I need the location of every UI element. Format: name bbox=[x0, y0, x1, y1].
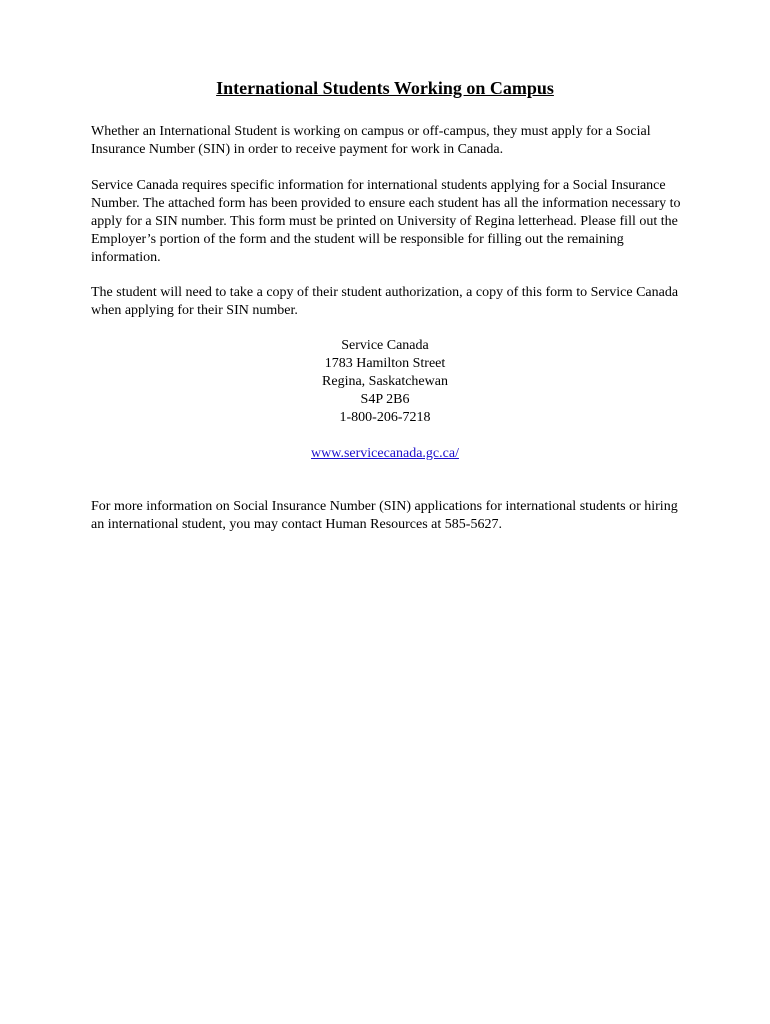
link-container bbox=[0, 445, 770, 463]
address-street: 1783 Hamilton Street bbox=[324, 356, 446, 371]
address-name: Service Canada bbox=[341, 338, 429, 353]
intro-paragraph: Whether an International Student is working on campus or off-campus, they must apply for a Social Insurance Number (SIN) in order to receive payment for work in Canada. bbox=[91, 124, 651, 157]
instructions-paragraph: The student will need to take a copy of their student authorization, a copy of this form to Service Canada when applying for their SIN number. bbox=[91, 285, 679, 318]
address-city: Regina, Saskatchewan bbox=[322, 374, 448, 389]
address-postal-code: S4P 2B6 bbox=[360, 392, 410, 407]
service-canada-address bbox=[0, 337, 770, 427]
requirements-paragraph: Service Canada requires specific information for international students applying for a Social Insurance Number. The attached form has been provided to ensure each student has all the information necessary to apply for a SIN number. This form must be printed on University of Regina letterhead. Please fill out the Employer’s portion of the form and the student will be responsible for filling out the remaining information. bbox=[91, 178, 681, 265]
document-title: International Students Working on Campus bbox=[216, 78, 554, 98]
service-canada-link[interactable]: www.servicecanada.gc.ca/ bbox=[311, 446, 459, 461]
address-phone: 1-800-206-7218 bbox=[339, 410, 431, 425]
closing-paragraph: For more information on Social Insurance Number (SIN) applications for international students or hiring an international student, you may contact Human Resources at 585-5627. bbox=[91, 499, 678, 532]
